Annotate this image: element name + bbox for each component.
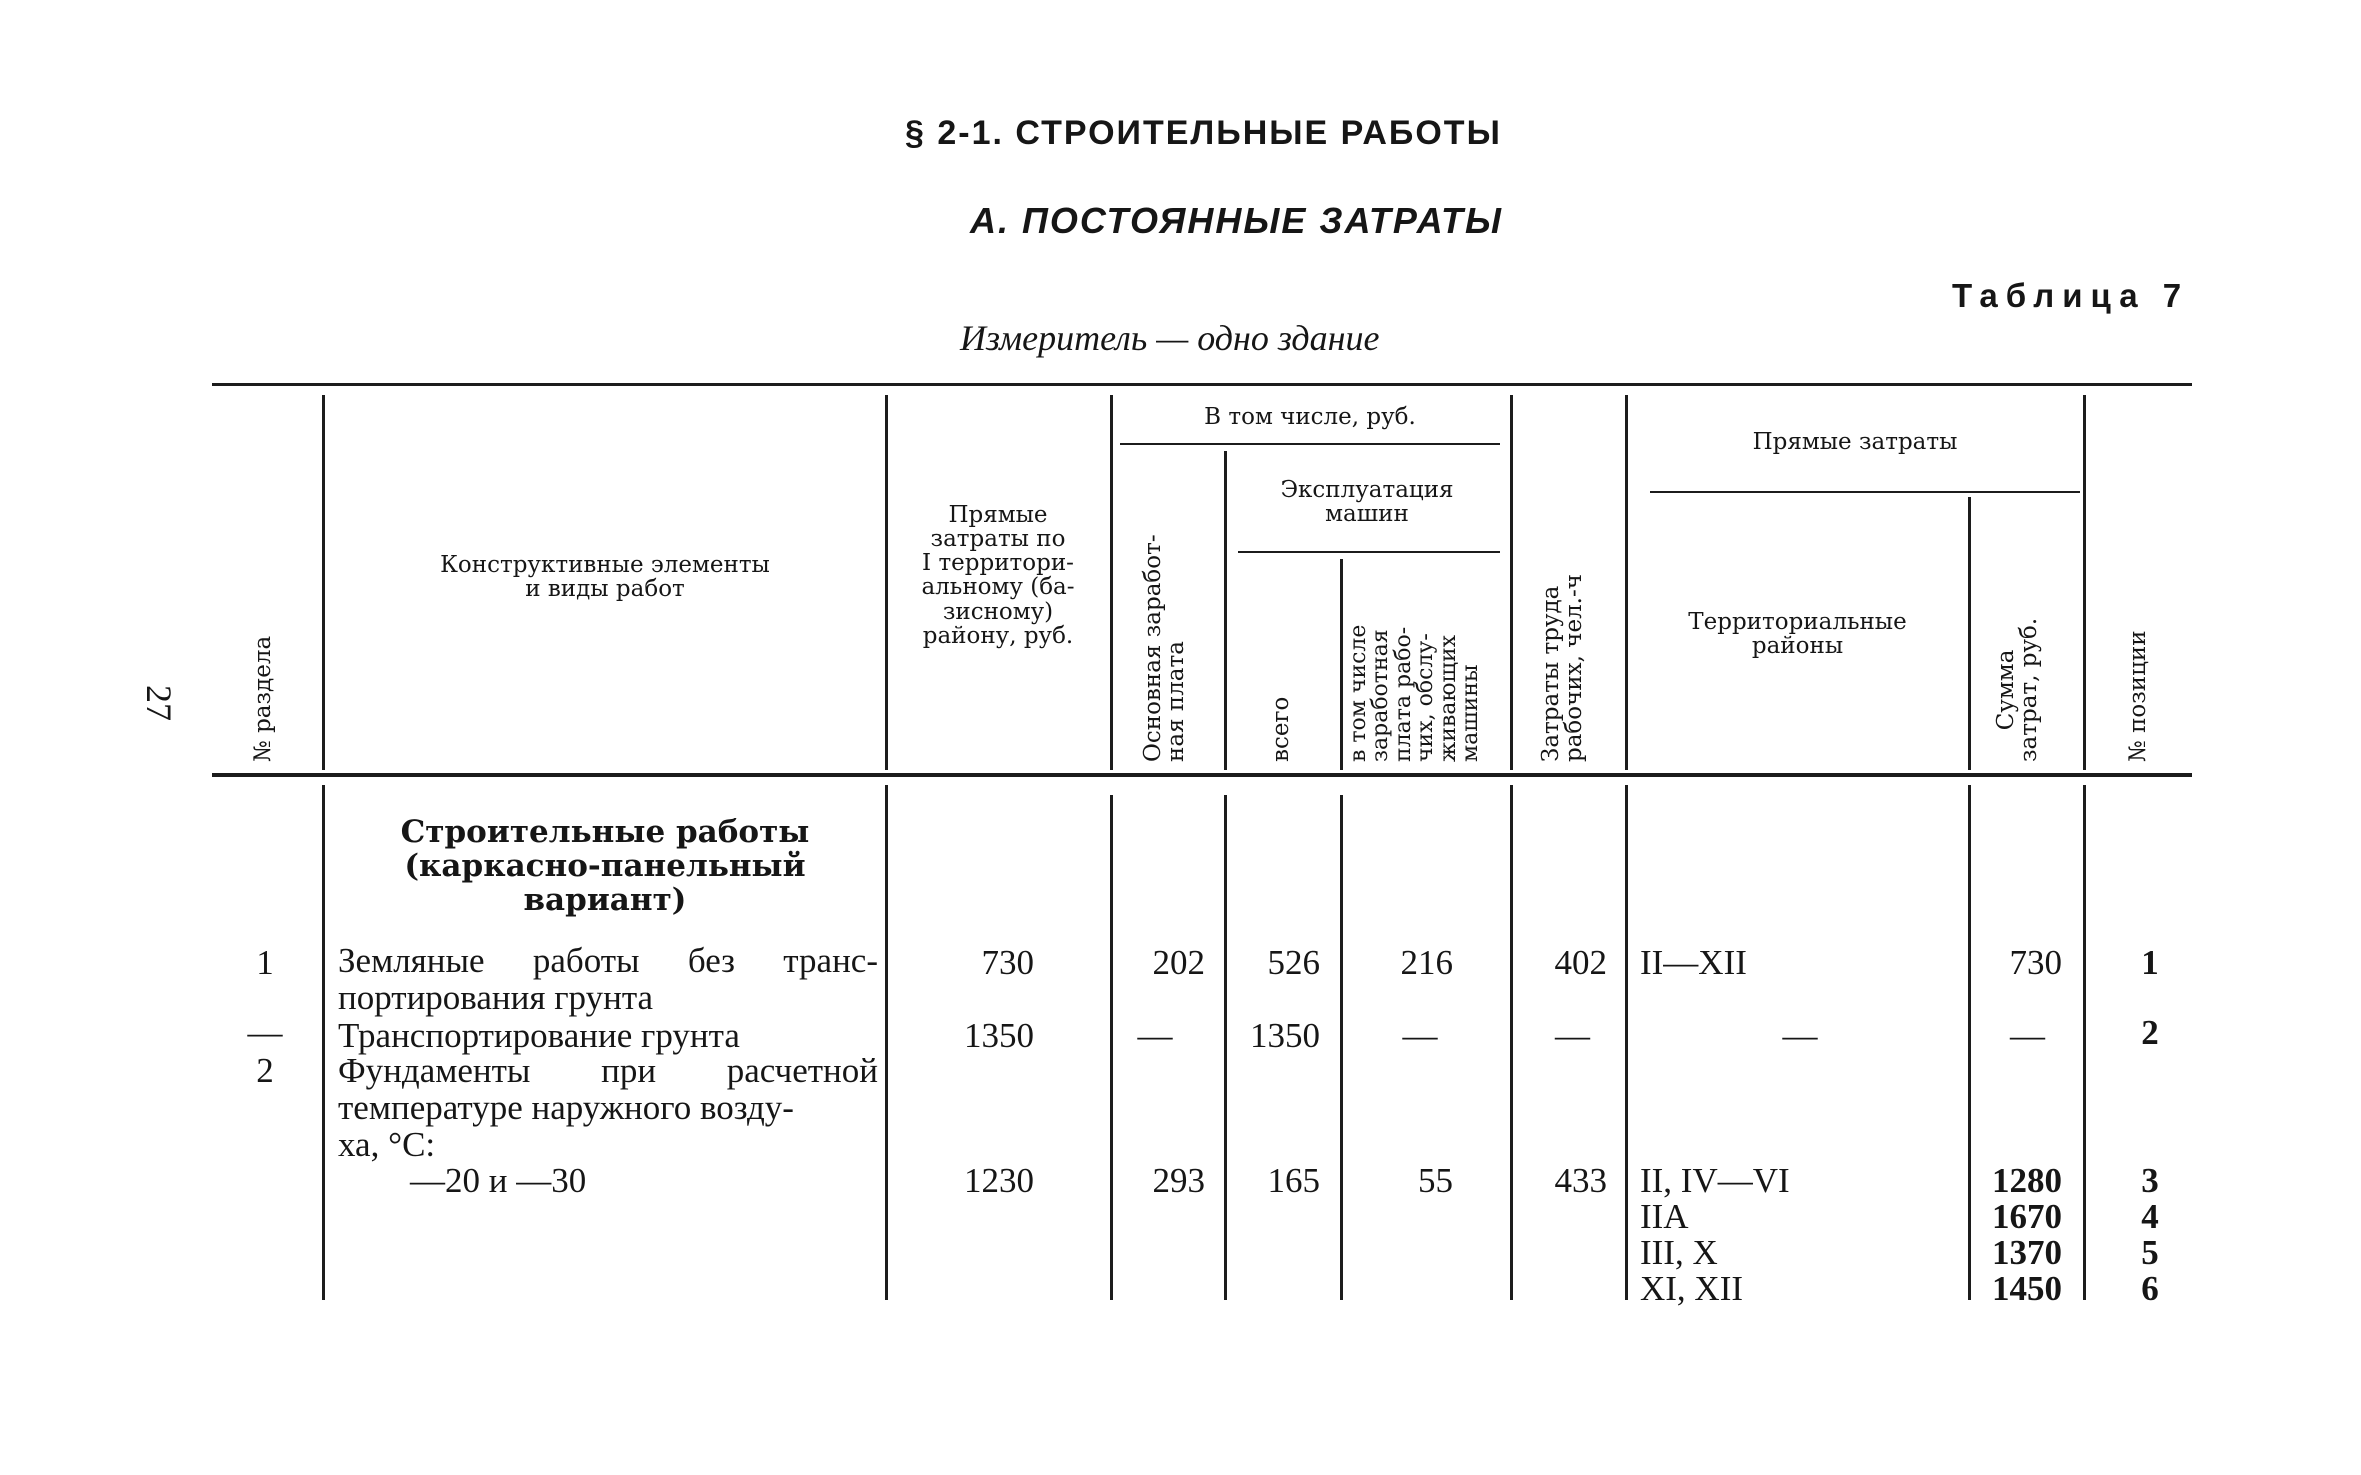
row-wage: 293 (1152, 1161, 1205, 1200)
row-section: — (247, 1013, 283, 1052)
row-sum: 1670 (1992, 1197, 2062, 1236)
row-region: XI, XII (1640, 1269, 1744, 1308)
group-title: Строительные работы (каркасно-панельный вариант) (400, 814, 810, 919)
row-section: 2 (256, 1051, 274, 1090)
row-region: — (1782, 1016, 1818, 1055)
row-sum: 730 (2009, 943, 2062, 982)
subsection-title: А. ПОСТОЯННЫЕ ЗАТРАТЫ (970, 200, 1503, 241)
header-labor: Затраты труда рабочих, чел.-ч (1538, 574, 1588, 762)
row-labor: — (1555, 1016, 1590, 1055)
col-rule (322, 785, 325, 1300)
header-direct-costs-base: Прямые затраты по I территори- альному (ба- зисному) району, руб. (921, 502, 1075, 649)
row-desc: ха, °С: (338, 1125, 436, 1164)
header-regions: Территориальные районы (1688, 609, 1907, 660)
row-mach: 165 (1267, 1161, 1320, 1200)
row-sum: 1450 (1992, 1269, 2062, 1308)
header-elements: Конструктивные элементы и виды работ (440, 552, 770, 603)
row-desc: —20 и —30 (410, 1161, 587, 1200)
header-machines-total: всего (1268, 696, 1294, 762)
row-sum: 1280 (1992, 1161, 2062, 1200)
page-number: 27 (139, 685, 179, 721)
header-bottom-rule (212, 773, 2192, 777)
col-rule (1110, 795, 1113, 1300)
col-rule (322, 395, 325, 770)
col-rule (1340, 559, 1343, 770)
col-rule (1625, 785, 1628, 1300)
row-region: IIА (1640, 1197, 1689, 1236)
row-region: II, IV—VI (1640, 1161, 1790, 1200)
row-desc: Транспортирование грунта (338, 1016, 740, 1055)
header-machines: Эксплуатация машин (1280, 477, 1454, 528)
col-rule (1224, 451, 1227, 770)
machines-rule (1238, 551, 1500, 553)
col-rule (1510, 395, 1513, 770)
row-labor: 402 (1554, 943, 1607, 982)
col-rule (1510, 785, 1513, 1300)
row-desc: Земляные работы без транс- (338, 941, 878, 980)
row-desc: Фундаменты при расчетной (338, 1051, 878, 1090)
row-wage: 202 (1152, 943, 1205, 982)
header-position-no: № позиции (2125, 630, 2151, 762)
row-mach-wage: — (1402, 1016, 1438, 1055)
row-section: 1 (256, 943, 274, 982)
measure-unit: Измеритель — одно здание (960, 318, 1380, 358)
header-direct-costs: Прямые затраты (1752, 429, 1958, 455)
col-rule (1625, 395, 1628, 770)
header-section-no: № раздела (250, 635, 276, 762)
col-rule (1968, 785, 1971, 1300)
col-rule (1968, 497, 1971, 770)
row-region: II—XII (1640, 943, 1747, 982)
table-top-rule (212, 383, 2192, 386)
row-base: 730 (981, 943, 1034, 982)
row-position: 4 (2141, 1197, 2159, 1236)
row-labor: 433 (1554, 1161, 1607, 1200)
direct-costs-rule (1650, 491, 2080, 493)
row-base: 1350 (964, 1016, 1034, 1055)
col-rule (1340, 795, 1343, 1300)
row-position: 5 (2141, 1233, 2159, 1272)
header-sum: Сумма затрат, руб. (1993, 617, 2043, 762)
row-desc: температуре наружного возду- (338, 1088, 794, 1127)
col-rule (1110, 395, 1113, 770)
incl-rule (1120, 443, 1500, 445)
col-rule (885, 785, 888, 1300)
row-base: 1230 (964, 1161, 1034, 1200)
header-incl: В том числе, руб. (1204, 404, 1416, 430)
row-mach: 1350 (1250, 1016, 1320, 1055)
row-desc: портирования грунта (338, 978, 654, 1017)
row-mach-wage: 216 (1400, 943, 1453, 982)
header-machines-wage: в том числе заработная плата рабо- чих, обслу- живающих машины (1346, 624, 1484, 762)
row-position: 2 (2141, 1013, 2159, 1052)
row-sum: — (2010, 1016, 2045, 1055)
row-position: 1 (2141, 943, 2159, 982)
row-mach: 526 (1267, 943, 1320, 982)
row-region: III, X (1640, 1233, 1718, 1272)
row-position: 3 (2141, 1161, 2159, 1200)
row-wage: — (1137, 1016, 1173, 1055)
col-rule (2083, 785, 2086, 1300)
col-rule (2083, 395, 2086, 770)
row-position: 6 (2141, 1269, 2159, 1308)
header-base-wage: Основная заработ- ная плата (1140, 534, 1190, 762)
table-label: Таблица 7 (1952, 277, 2190, 314)
row-mach-wage: 55 (1418, 1161, 1453, 1200)
col-rule (1224, 795, 1227, 1300)
row-sum: 1370 (1992, 1233, 2062, 1272)
section-title: § 2-1. СТРОИТЕЛЬНЫЕ РАБОТЫ (905, 114, 1502, 152)
